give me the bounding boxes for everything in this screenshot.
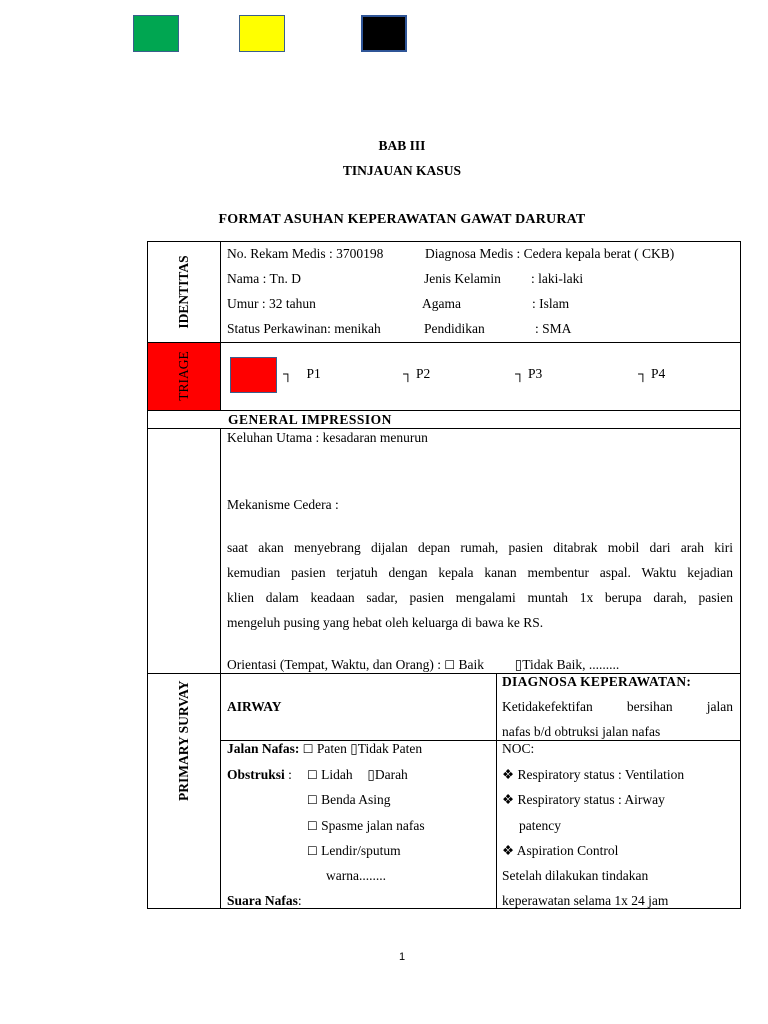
noc-item-aspiration xyxy=(502,843,618,859)
airway-label: AIRWAY xyxy=(227,699,282,714)
diamond-bullet-icon: ❖ xyxy=(502,792,515,807)
obstruksi-lidah: Lidah xyxy=(321,767,353,782)
suara-nafas-row: Suara Nafas: xyxy=(227,893,302,908)
noc-item-text: Respiratory status : Ventilation xyxy=(517,767,685,782)
checkbox-icon[interactable]: ▯ xyxy=(350,741,358,756)
agama-value: : Islam xyxy=(532,296,570,311)
jalan-nafas-label: Jalan Nafas xyxy=(227,741,295,756)
chapter-heading: BAB III xyxy=(378,138,426,153)
jalan-nafas-tidak-paten: Tidak Paten xyxy=(357,741,423,756)
diagnosa-line-1: Ketidakefektifan bersihan jalan xyxy=(502,699,733,714)
noc-patency: patency xyxy=(519,818,561,833)
black-swatch xyxy=(361,15,407,52)
noc-item-ventilation xyxy=(502,767,684,783)
nama: Nama : Tn. D xyxy=(227,271,301,286)
obstruksi-label: Obstruksi xyxy=(227,767,285,782)
status-perkawinan: Status Perkawinan: menikah xyxy=(227,321,381,336)
checkbox-icon[interactable]: ▯ xyxy=(367,767,375,782)
checkbox-icon[interactable]: ☐ xyxy=(444,658,456,672)
triage-option-p4[interactable]: ┐ P4 xyxy=(638,366,666,381)
page-number: 1 xyxy=(398,951,406,963)
obstruksi-spasme: Spasme jalan nafas xyxy=(321,818,425,833)
obstruksi-options-1 xyxy=(307,767,408,783)
triage-red-box xyxy=(230,357,277,393)
mekanisme-line-1: saat akan menyebrang dijalan depan rumah, pasien ditabrak mobil dari arah kiri xyxy=(227,540,733,555)
checkbox-icon[interactable]: ☐ xyxy=(307,768,318,782)
mekanisme-line-2: kemudian pasien terjatuh dengan kepala kanan membentur aspal. Waktu kejadian xyxy=(227,565,733,580)
jalan-nafas-row: Jalan Nafas: ☐ Paten ▯Tidak Paten xyxy=(227,741,423,756)
warna: warna........ xyxy=(326,868,386,883)
green-swatch xyxy=(133,15,179,52)
jalan-nafas-paten: Paten xyxy=(316,741,347,756)
obstruksi-lendir: Lendir/sputum xyxy=(321,843,401,858)
noc-setelah: Setelah dilakukan tindakan xyxy=(502,868,649,883)
triage-option-p2[interactable]: ┐ P2 xyxy=(403,366,431,381)
rekam-medis: No. Rekam Medis : 3700198 xyxy=(227,246,384,261)
jenis-kelamin-label: Jenis Kelamin xyxy=(424,271,501,286)
mekanisme-line-4: mengeluh pusing yang hebat oleh keluarga di bawa ke RS. xyxy=(227,615,544,630)
checkbox-icon[interactable]: ▯ xyxy=(514,657,523,672)
noc-item-airway xyxy=(502,792,665,808)
diagnosa-keperawatan-heading: DIAGNOSA KEPERAWATAN: xyxy=(502,674,692,689)
noc-label: NOC: xyxy=(502,741,535,756)
diagnosa-medis: Diagnosa Medis : Cedera kepala berat ( CKB) xyxy=(425,246,675,261)
obstruksi-row: Obstruksi : xyxy=(227,767,292,782)
checkbox-icon[interactable]: ☐ xyxy=(302,742,314,756)
noc-item-text: Respiratory status : Airway xyxy=(517,792,665,807)
obstruksi-darah: Darah xyxy=(374,767,408,782)
orientasi-row xyxy=(227,657,619,673)
diagnosa-line-2: nafas b/d obtruksi jalan nafas xyxy=(502,724,661,739)
obstruksi-spasme-row xyxy=(307,818,425,834)
obstruksi-lendir-row xyxy=(307,843,401,859)
jenis-kelamin-value: : laki-laki xyxy=(531,271,584,286)
checkbox-icon[interactable]: ☐ xyxy=(307,793,318,807)
pendidikan-label: Pendidikan xyxy=(424,321,485,336)
obstruksi-benda-asing: Benda Asing xyxy=(321,792,391,807)
noc-item-text: Aspiration Control xyxy=(516,843,619,858)
identitas-label: IDENTITAS xyxy=(176,255,191,329)
suara-nafas-label: Suara Nafas xyxy=(227,893,298,908)
checkbox-icon[interactable]: ☐ xyxy=(307,819,318,833)
keluhan-utama: Keluhan Utama : kesadaran menurun xyxy=(227,430,428,445)
primary-survey-label: PRIMARY SURVAY xyxy=(176,680,191,801)
yellow-swatch xyxy=(239,15,285,52)
checkbox-icon[interactable]: ☐ xyxy=(307,844,318,858)
orientasi-tidak-baik: Tidak Baik, ......... xyxy=(522,657,620,672)
mekanisme-label: Mekanisme Cedera : xyxy=(227,497,339,512)
triage-option-p1[interactable]: ┐ P1 xyxy=(283,366,311,381)
orientasi-label: Orientasi (Tempat, Waktu, dan Orang) : xyxy=(227,657,442,672)
mekanisme-line-3: klien dalam keadaan sadar, pasien mengalami muntah 1x berupa darah, pasien xyxy=(227,590,733,605)
noc-keperawatan: keperawatan selama 1x 24 jam xyxy=(502,893,669,908)
orientasi-baik: Baik xyxy=(458,657,485,672)
diamond-bullet-icon: ❖ xyxy=(502,767,515,782)
general-impression-heading: GENERAL IMPRESSION xyxy=(228,412,392,427)
diamond-bullet-icon: ❖ xyxy=(502,843,515,858)
form-title: FORMAT ASUHAN KEPERAWATAN GAWAT DARURAT xyxy=(218,212,586,227)
chapter-title: TINJAUAN KASUS xyxy=(342,163,462,178)
triage-label: TRIAGE xyxy=(176,351,191,401)
umur: Umur : 32 tahun xyxy=(227,296,316,311)
triage-option-p3[interactable]: ┐ P3 xyxy=(515,366,543,381)
pendidikan-value: : SMA xyxy=(535,321,572,336)
obstruksi-benda-row xyxy=(307,792,391,808)
agama-label: Agama xyxy=(422,296,461,311)
